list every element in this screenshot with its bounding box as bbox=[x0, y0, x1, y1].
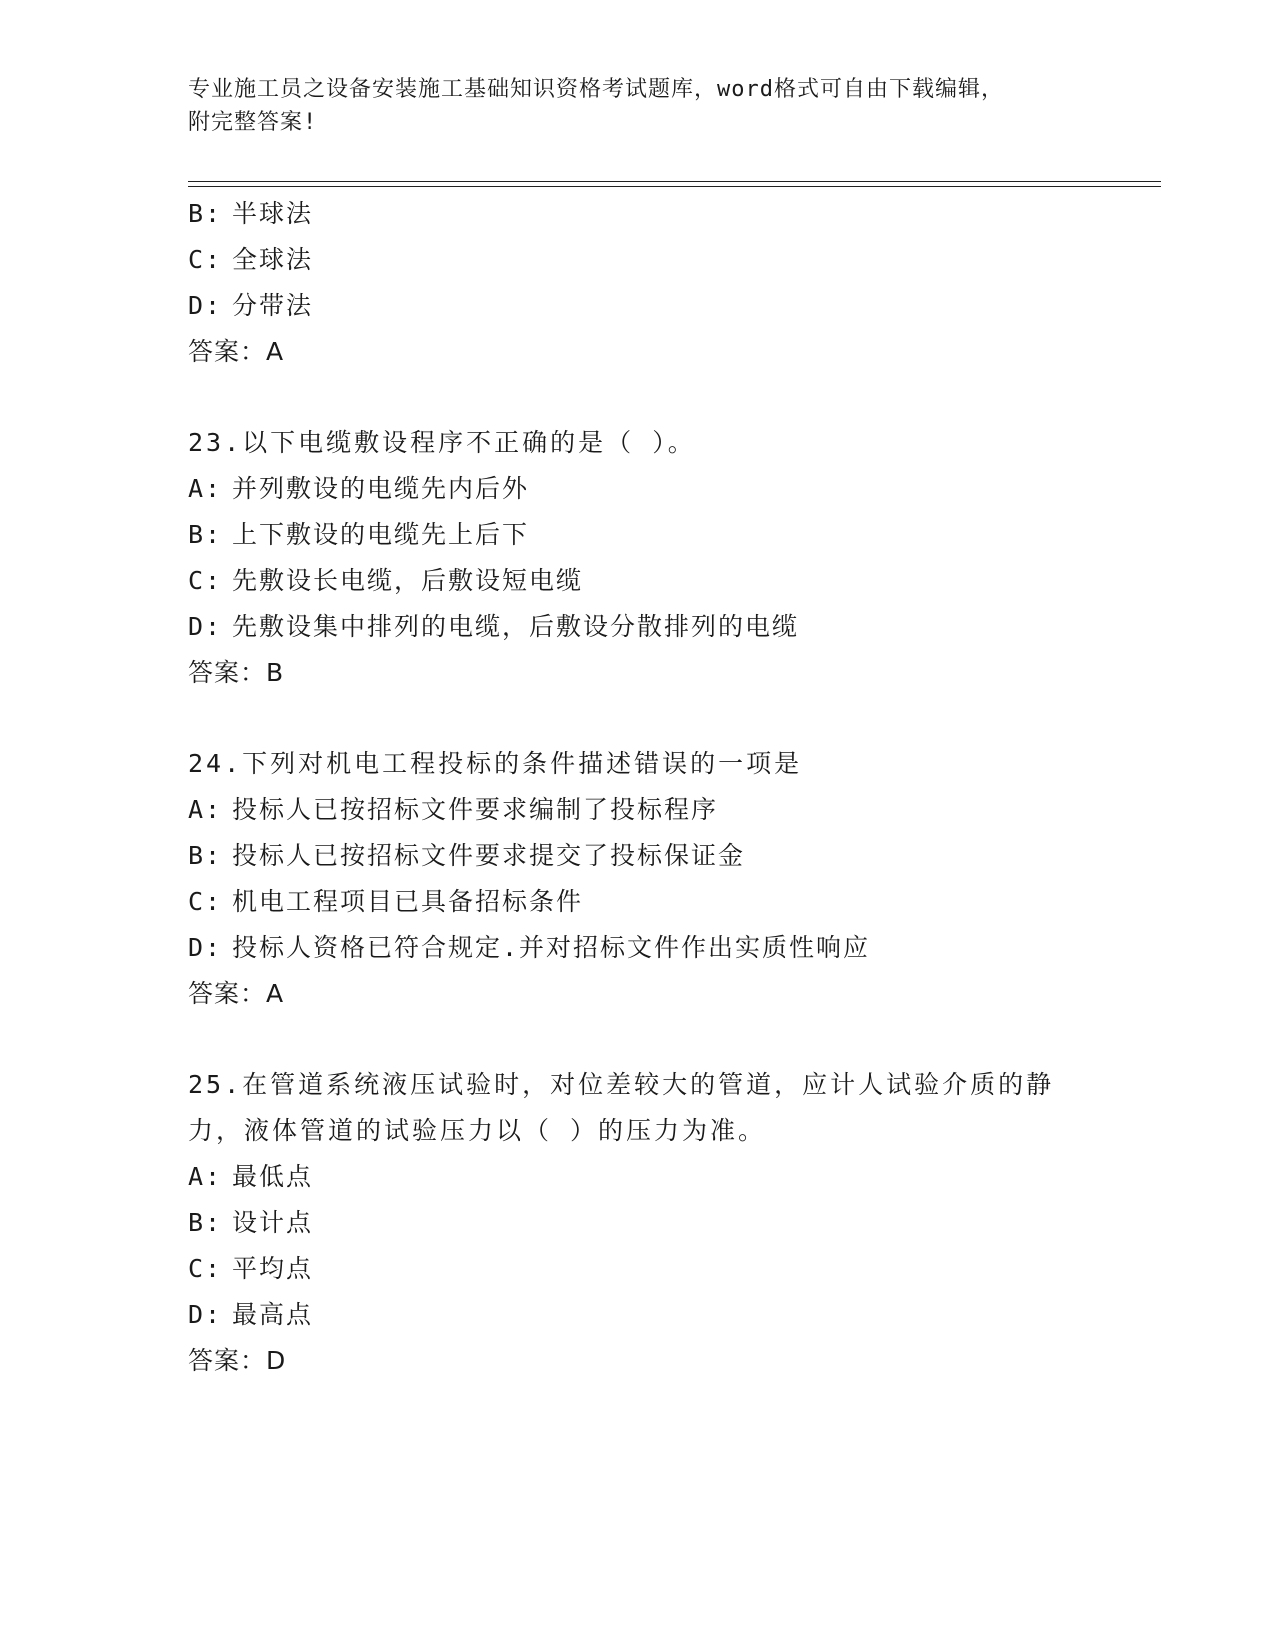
question-title: 24.下列对机电工程投标的条件描述错误的一项是 bbox=[188, 749, 803, 778]
header-divider-bottom bbox=[188, 186, 1161, 187]
header-line-2: 附完整答案! bbox=[188, 110, 318, 135]
answer: 答案：A bbox=[188, 337, 285, 366]
option-d: D: 投标人资格已符合规定.并对招标文件作出实质性响应 bbox=[188, 933, 871, 962]
option-d: D: 分带法 bbox=[188, 291, 314, 320]
option-d: D: 先敷设集中排列的电缆，后敷设分散排列的电缆 bbox=[188, 612, 800, 641]
answer: 答案：D bbox=[188, 1346, 287, 1375]
question-partial bbox=[188, 191, 1088, 375]
question-25 bbox=[188, 1062, 1088, 1384]
answer: 答案：A bbox=[188, 979, 285, 1008]
question-23 bbox=[188, 420, 1088, 696]
option-b: B: 半球法 bbox=[188, 199, 314, 228]
option-b: B: 上下敷设的电缆先上后下 bbox=[188, 520, 530, 549]
answer: 答案：B bbox=[188, 658, 285, 687]
option-a: A: 最低点 bbox=[188, 1162, 314, 1191]
option-a: A: 投标人已按招标文件要求编制了投标程序 bbox=[188, 795, 719, 824]
option-c: C: 先敷设长电缆，后敷设短电缆 bbox=[188, 566, 584, 595]
header-line-1: 专业施工员之设备安装施工基础知识资格考试题库，word格式可自由下载编辑， bbox=[188, 77, 1004, 102]
option-d: D: 最高点 bbox=[188, 1300, 314, 1329]
option-c: C: 平均点 bbox=[188, 1254, 314, 1283]
document-header bbox=[188, 73, 1088, 139]
header-divider-top bbox=[188, 181, 1161, 182]
option-c: C: 机电工程项目已具备招标条件 bbox=[188, 887, 584, 916]
option-c: C: 全球法 bbox=[188, 245, 314, 274]
question-title: 23.以下电缆敷设程序不正确的是（ ）。 bbox=[188, 428, 696, 457]
question-title: 25.在管道系统液压试验时，对位差较大的管道，应计人试验介质的静力，液体管道的试验压力以（ ）的压力为准。 bbox=[188, 1070, 1055, 1145]
option-a: A: 并列敷设的电缆先内后外 bbox=[188, 474, 530, 503]
option-b: B: 投标人已按招标文件要求提交了投标保证金 bbox=[188, 841, 746, 870]
option-b: B: 设计点 bbox=[188, 1208, 314, 1237]
question-list bbox=[188, 191, 1088, 1384]
question-24 bbox=[188, 741, 1088, 1017]
